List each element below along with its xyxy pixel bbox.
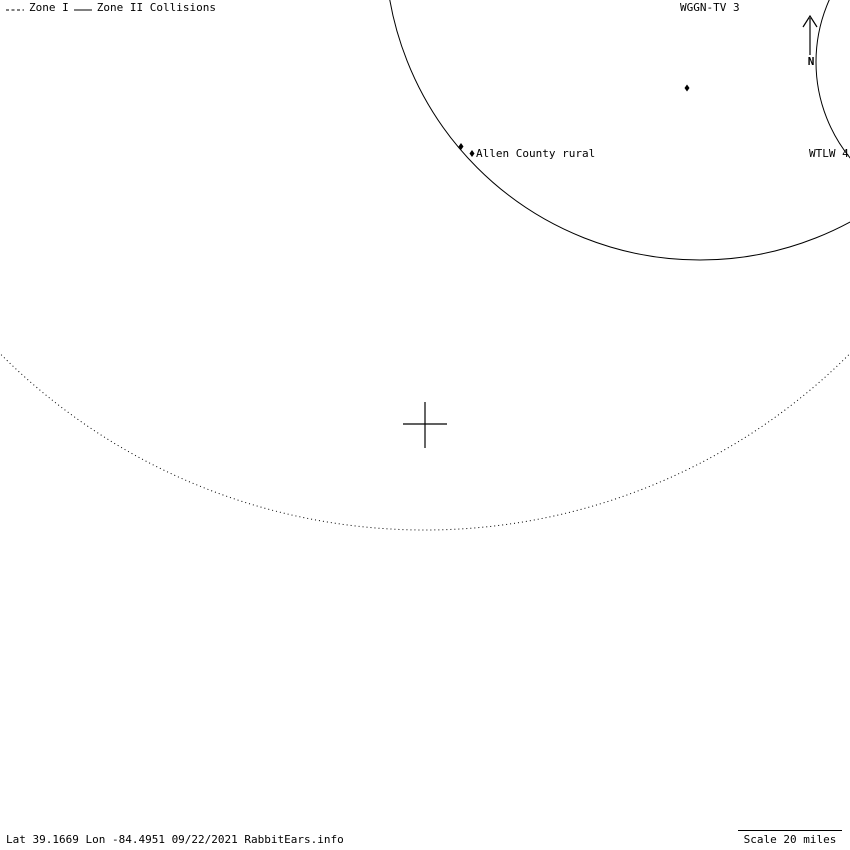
scale-label: Scale 20 miles: [743, 833, 837, 846]
legend-zone1-swatch: [6, 7, 24, 8]
label-wggn-tv-3: WGGN-TV 3: [680, 1, 740, 14]
station-marker-allen-county-rural[interactable]: [470, 150, 475, 157]
legend: [6, 0, 216, 16]
center-crosshair: [403, 402, 447, 448]
north-label: N: [807, 55, 815, 68]
zone-2-contour: [385, 0, 850, 260]
scale-bar: [738, 830, 842, 831]
station-marker-wggn[interactable]: [685, 85, 690, 92]
station-marker-secondary[interactable]: [459, 143, 464, 150]
legend-zone2-label: Zone II Collisions: [96, 1, 216, 14]
label-allen-county-rural: Allen County rural: [476, 147, 596, 160]
scale-indicator: [738, 830, 842, 846]
legend-zone2-swatch: [74, 7, 92, 8]
footer-coordinates: Lat 39.1669 Lon -84.4951 09/22/2021 RabbitEars.info: [6, 833, 344, 846]
legend-zone1-label: Zone I: [29, 1, 69, 14]
label-wtlw-4: WTLW 4: [809, 147, 849, 160]
north-indicator: [800, 6, 822, 68]
